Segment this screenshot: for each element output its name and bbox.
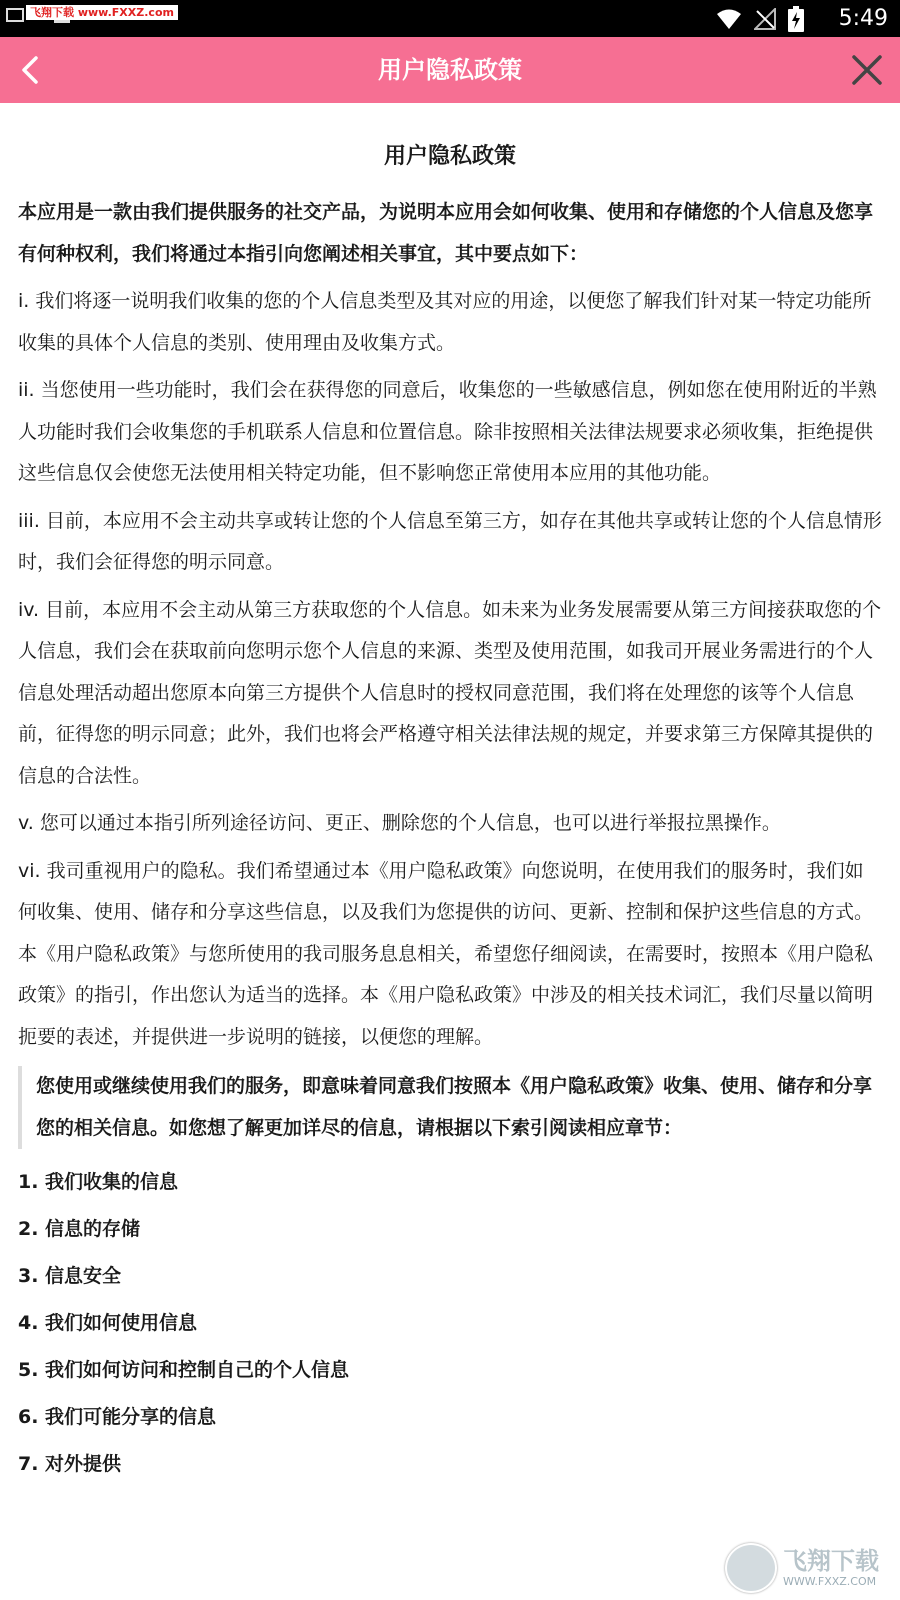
point-vi: vi. 我司重视用户的隐私。我们希望通过本《用户隐私政策》向您说明，在使用我们的服务时，我们如何收集、使用、储存和分享这些信息，以及我们为您提供的访问、更新、控制和保护这些信息的方式。本《用户隐私政策》与您所使用的我司服务息息相关，希望您仔细阅读，在需要时，按照本《用户隐私政策》的指引，作出您认为适当的选择。本《用户隐私政策》中涉及的相关技术词汇，我们尽量以简明扼要的表述，并提供进一步说明的链接，以便您的理解。	[18, 859, 874, 1048]
point-ii: ii. 当您使用一些功能时，我们会在获得您的同意后，收集您的一些敏感信息，例如您在使用附近的半熟人功能时我们会收集您的手机联系人信息和位置信息。除非按照相关法律法规要求必须收集，拒绝提供这些信息仅会使您无法使用相关特定功能，但不影响您正常使用本应用的其他功能。	[18, 379, 877, 484]
corner-watermark	[725, 1544, 880, 1592]
status-watermark: 飞翔下载 www.FXXZ.com	[26, 5, 178, 20]
toc-item[interactable]: 2. 信息的存储	[18, 1218, 141, 1240]
toc-item[interactable]: 7. 对外提供	[18, 1453, 122, 1475]
status-bar	[0, 0, 900, 37]
intro-paragraph: 本应用是一款由我们提供服务的社交产品，为说明本应用会如何收集、使用和存储您的个人信息及您享有何种权利，我们将通过本指引向您阐述相关事宜，其中要点如下：	[18, 201, 874, 265]
battery-charging-icon	[788, 6, 804, 32]
download-notification-icon	[54, 20, 70, 23]
watermark-en: WWW.FXXZ.COM	[783, 1575, 877, 1588]
point-v: v. 您可以通过本指引所列途径访问、更正、删除您的个人信息，也可以进行举报拉黑操作。	[18, 812, 781, 834]
close-button[interactable]	[842, 48, 892, 92]
consent-notice: 您使用或继续使用我们的服务，即意味着同意我们按照本《用户隐私政策》收集、使用、储存和分享您的相关信息。如您想了解更加详尽的信息，请根据以下索引阅读相应章节：	[18, 1066, 880, 1149]
policy-content[interactable]	[0, 103, 900, 1600]
point-iii: iii. 目前，本应用不会主动共享或转让您的个人信息至第三方，如存在其他共享或转让您的个人信息情形时，我们会征得您的明示同意。	[18, 509, 882, 573]
toc-item[interactable]: 1. 我们收集的信息	[18, 1171, 179, 1193]
table-of-contents	[0, 1159, 900, 1488]
image-notification-icon	[6, 8, 24, 22]
wifi-icon	[716, 8, 742, 30]
fxxz-logo-icon	[725, 1543, 777, 1593]
toc-item[interactable]: 6. 我们可能分享的信息	[18, 1406, 217, 1428]
point-iv: iv. 目前，本应用不会主动从第三方获取您的个人信息。如未来为业务发展需要从第三方间接获取您的个人信息，我们会在获取前向您明示您个人信息的来源、类型及使用范围，如我司开展业务需进行的个人信息处理活动超出您原本向第三方提供个人信息时的授权同意范围，我们将在处理您的该等个人信息前，征得您的明示同意；此外，我们也将会严格遵守相关法律法规的规定，并要求第三方保障其提供的信息的合法性。	[18, 598, 882, 787]
close-icon	[851, 54, 883, 86]
toc-item[interactable]: 4. 我们如何使用信息	[18, 1312, 198, 1334]
toc-item[interactable]: 5. 我们如何访问和控制自己的个人信息	[18, 1359, 350, 1381]
status-time: 5:49	[838, 6, 888, 31]
document-title: 用户隐私政策	[383, 144, 516, 169]
no-signal-icon	[754, 8, 776, 30]
point-i: i. 我们将逐一说明我们收集的您的个人信息类型及其对应的用途，以便您了解我们针对某一特定功能所收集的具体个人信息的类别、使用理由及收集方式。	[18, 290, 872, 354]
app-bar-title: 用户隐私政策	[378, 56, 522, 84]
toc-item[interactable]: 3. 信息安全	[18, 1265, 122, 1287]
app-bar	[0, 37, 900, 103]
watermark-cn: 飞翔下载	[783, 1547, 879, 1575]
